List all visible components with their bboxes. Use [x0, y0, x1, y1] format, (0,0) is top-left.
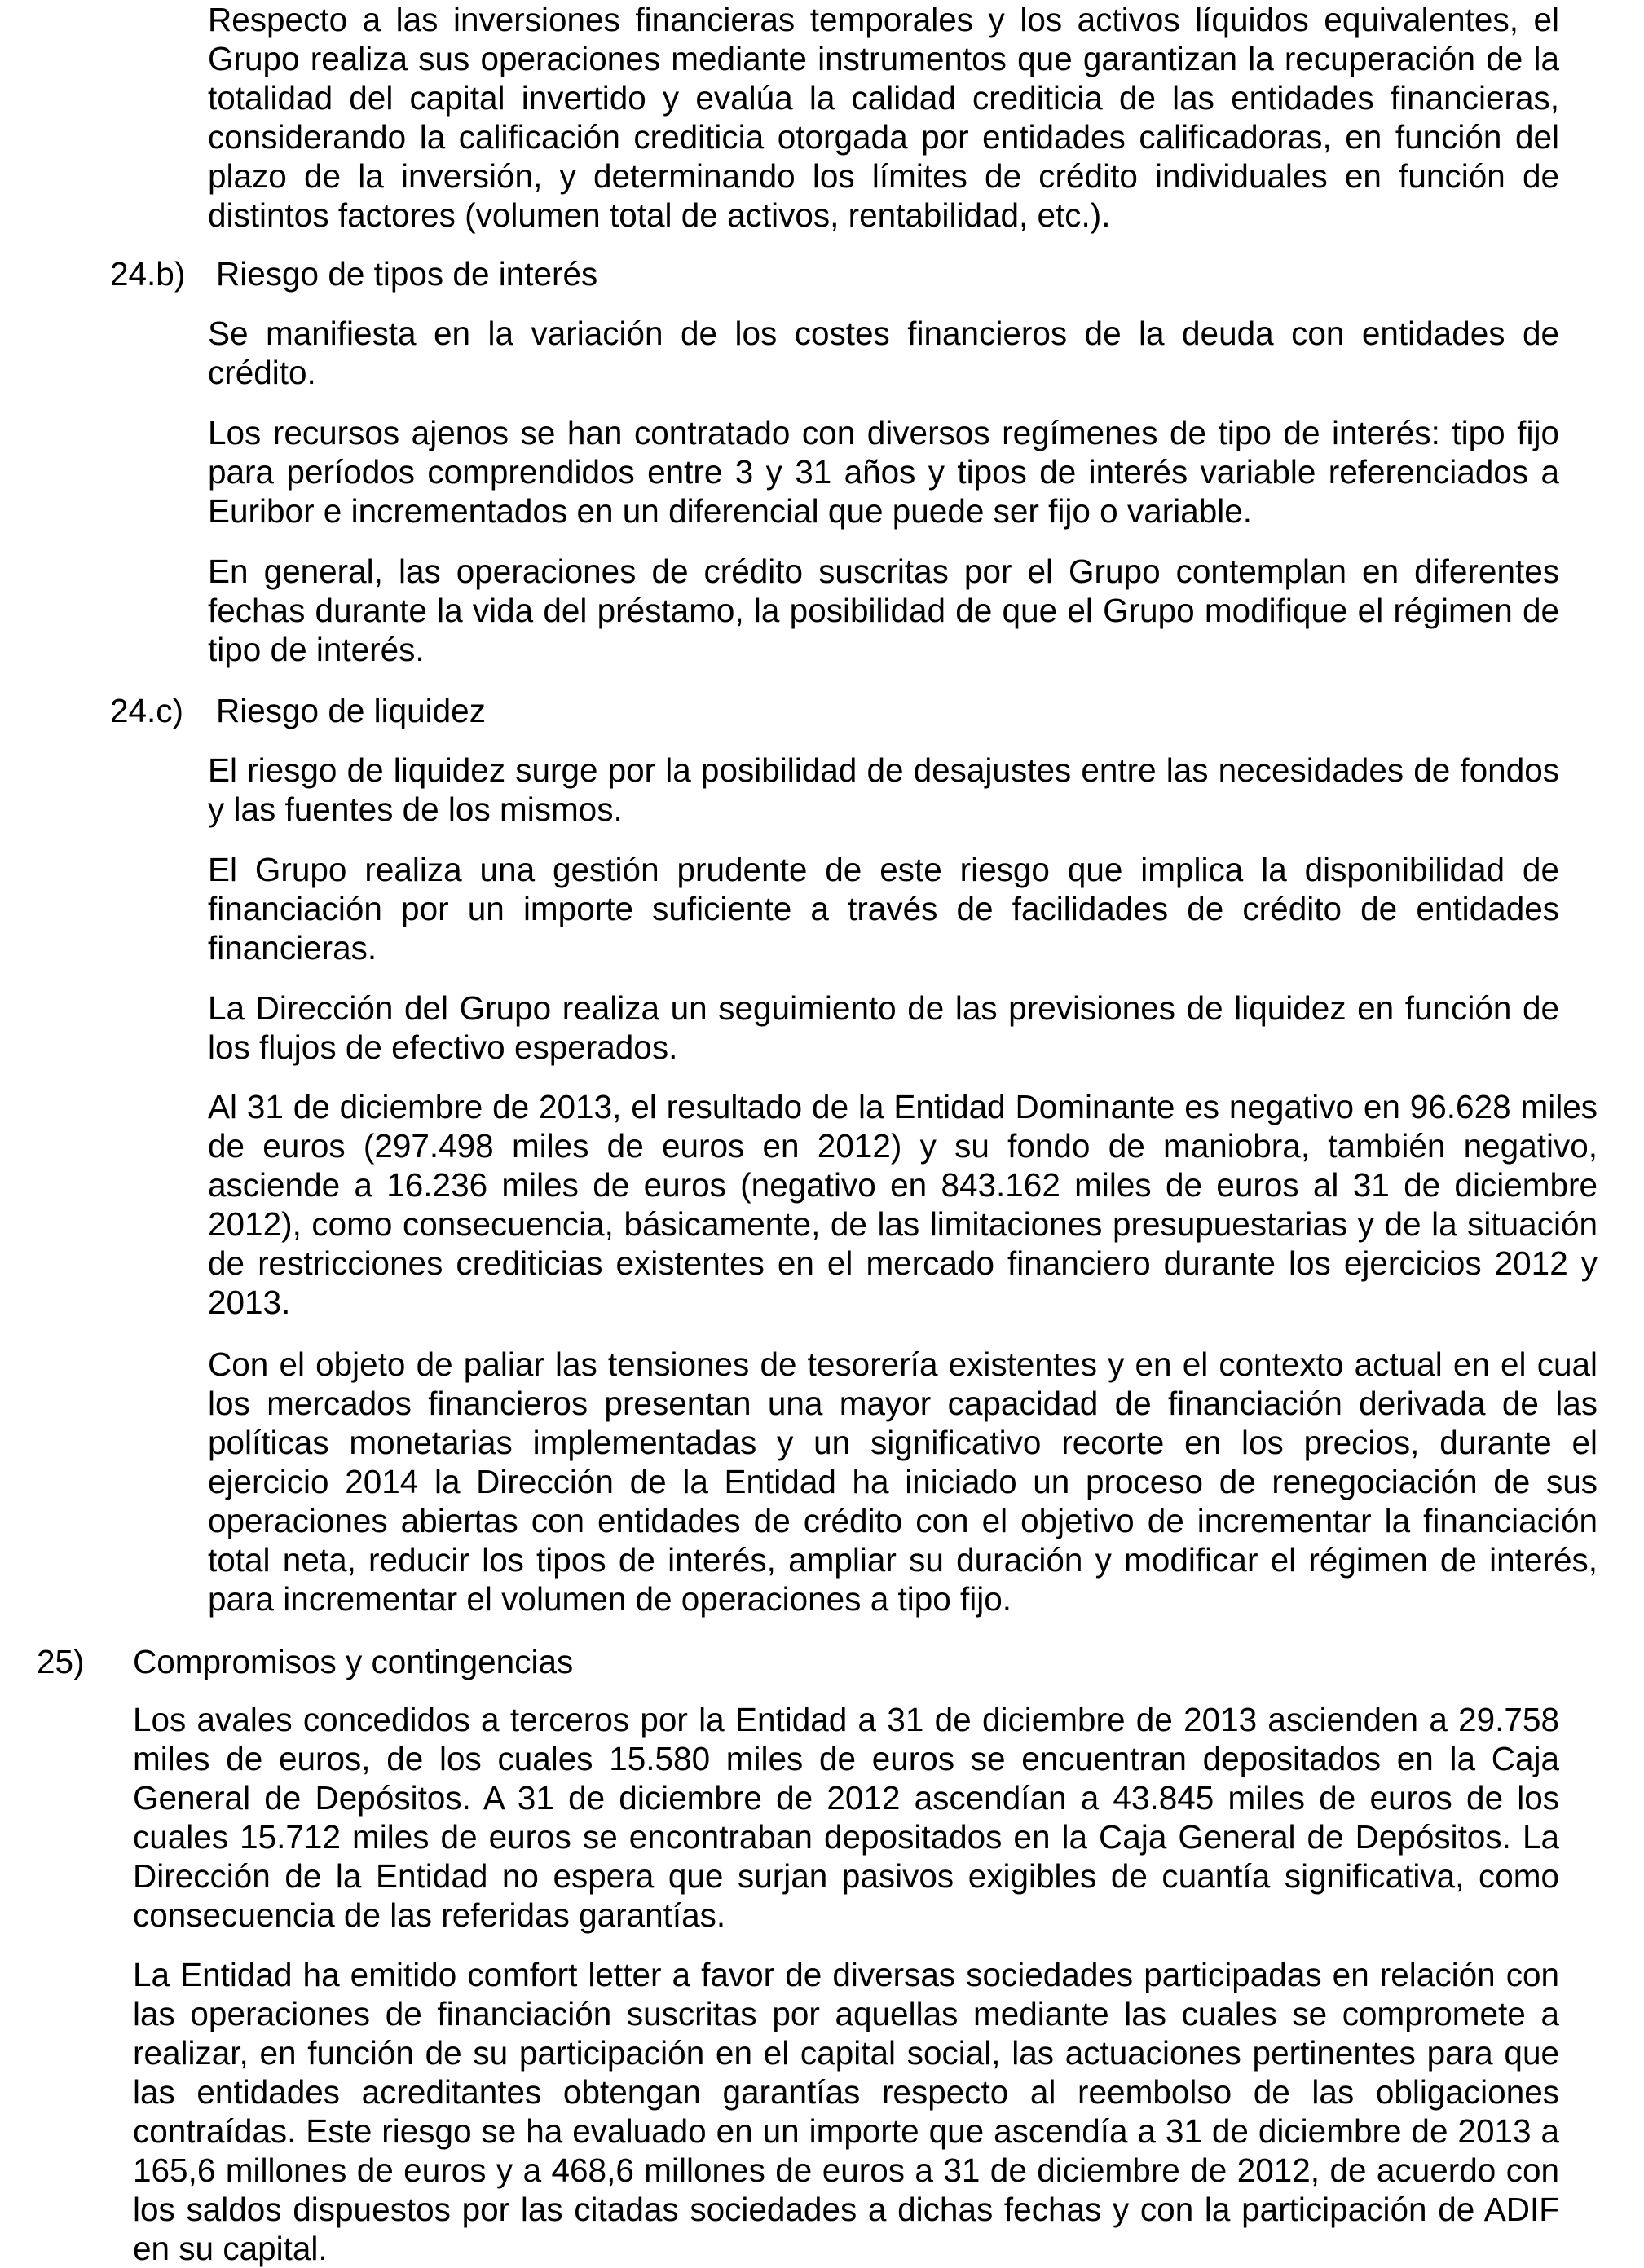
section-title-25: Compromisos y contingencias — [133, 1643, 574, 1680]
section-title-24b: Riesgo de tipos de interés — [216, 255, 598, 293]
paragraph-liquidity-4: Al 31 de diciembre de 2013, el resultado de la Entidad Dominante es negativo en 96.628 miles de euros (297.498 miles de euros en 2012) y su fondo de maniobra, también negativo, asciende a 16.236 miles de euros (negativo en 843.162 miles de euros al 31 de diciembre 2012), como consecuencia, básicamente, de las limitaciones presupuestarias y de la situación de restricciones crediticias existentes en el mercado financiero durante los ejercicios 2012 y 2013. — [208, 1088, 1598, 1321]
paragraph-liquidity-5: Con el objeto de paliar las tensiones de tesorería existentes y en el contexto actual en el cual los mercados financieros presentan una mayor capacidad de financiación derivada de las políticas monetarias implementadas y un significativo recorte en los precios, durante el ejercicio 2014 la Dirección de la Entidad ha iniciado un proceso de renegociación de sus operaciones abiertas con entidades de crédito con el objetivo de incrementar la financiación total neta, reducir los tipos de interés, ampliar su duración y modificar el régimen de interés, para incrementar el volumen de operaciones a tipo fijo. — [208, 1345, 1598, 1618]
section-number-24c: 24.c) — [110, 692, 184, 729]
paragraph-liquidity-2: El Grupo realiza una gestión prudente de este riesgo que implica la disponibilidad de financiación por un importe suficiente a través de facilidades de crédito de entidades financieras. — [208, 851, 1559, 967]
paragraph-interest-rate-2: Los recursos ajenos se han contratado con diversos regímenes de tipo de interés: tipo fijo para períodos comprendidos entre 3 y 31 años y tipos de interés variable referenciados a Euribor e incrementados en un diferencial que puede ser fijo o variable. — [208, 414, 1559, 530]
paragraph-commitments-2: La Entidad ha emitido comfort letter a favor de diversas sociedades participadas en relación con las operaciones de financiación suscritas por aquellas mediante las cuales se compromete a realizar, en función de su participación en el capital social, las actuaciones pertinentes para que las entidades acreditantes obtengan garantías respecto al reembolso de las obligaciones contraídas. Este riesgo se ha evaluado en un importe que ascendía a 31 de diciembre de 2013 a 165,6 millones de euros y a 468,6 millones de euros a 31 de diciembre de 2012, de acuerdo con los saldos dispuestos por las citadas sociedades a dichas fechas y con la participación de ADIF en su capital. — [133, 1956, 1559, 2267]
section-number-24b: 24.b) — [110, 255, 186, 293]
paragraph-commitments-1: Los avales concedidos a terceros por la Entidad a 31 de diciembre de 2013 ascienden a 29.758 miles de euros, de los cuales 15.580 miles de euros se encuentran depositados en la Caja General de Depósitos. A 31 de diciembre de 2012 ascendían a 43.845 miles de euros de los cuales 15.712 miles de euros se encontraban depositados en la Caja General de Depósitos. La Dirección de la Entidad no espera que surjan pasivos exigibles de cuantía significativa, como consecuencia de las referidas garantías. — [133, 1701, 1559, 1934]
section-title-24c: Riesgo de liquidez — [216, 692, 486, 729]
paragraph-liquidity-1: El riesgo de liquidez surge por la posibilidad de desajustes entre las necesidades de fondos y las fuentes de los mismos. — [208, 751, 1559, 828]
section-number-25: 25) — [37, 1643, 85, 1680]
paragraph-interest-rate-3: En general, las operaciones de crédito suscritas por el Grupo contemplan en diferentes fechas durante la vida del préstamo, la posibilidad de que el Grupo modifique el régimen de tipo de interés. — [208, 553, 1559, 668]
paragraph-liquidity-3: La Dirección del Grupo realiza un seguimiento de las previsiones de liquidez en función de los flujos de efectivo esperados. — [208, 989, 1559, 1066]
paragraph-investments-credit-quality: Respecto a las inversiones financieras temporales y los activos líquidos equivalentes, el Grupo realiza sus operaciones mediante instrumentos que garantizan la recuperación de la totalidad del capital invertido y evalúa la calidad crediticia de las entidades financieras, considerando la calificación crediticia otorgada por entidades calificadoras, en función del plazo de la inversión, y determinando los límites de crédito individuales en función de distintos factores (volumen total de activos, rentabilidad, etc.). — [208, 1, 1559, 234]
paragraph-interest-rate-1: Se manifiesta en la variación de los costes financieros de la deuda con entidades de crédito. — [208, 315, 1559, 391]
